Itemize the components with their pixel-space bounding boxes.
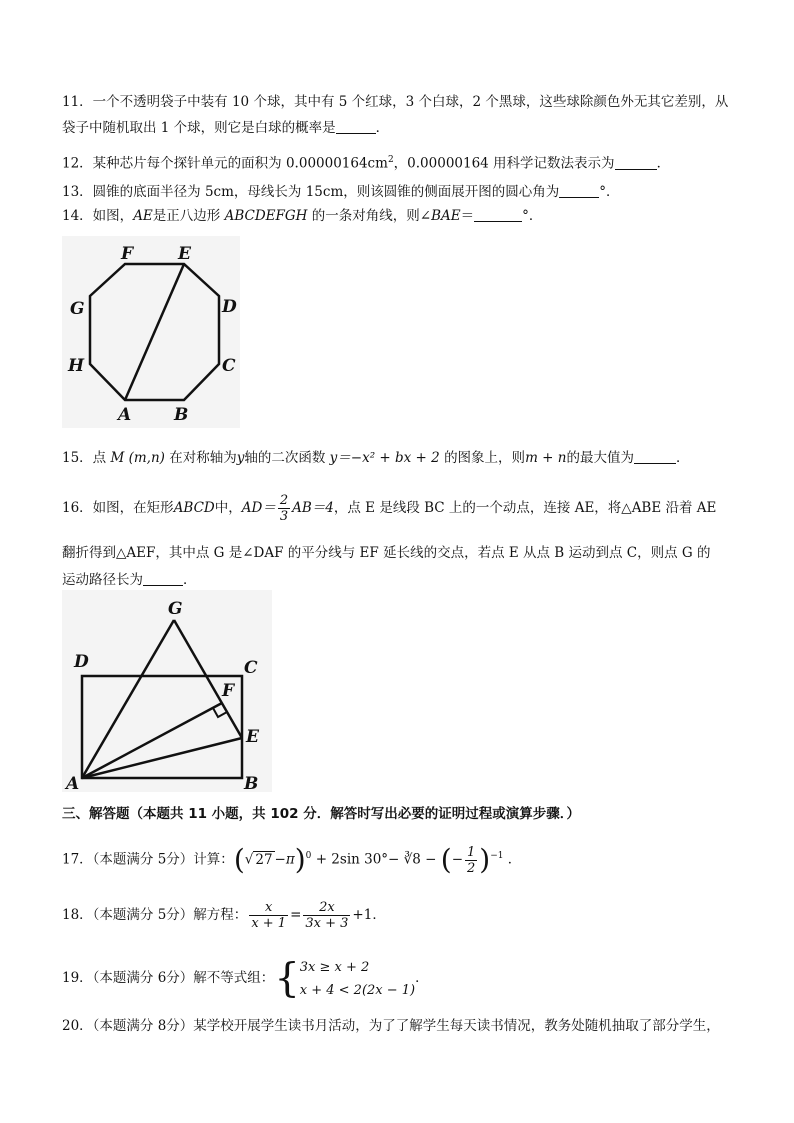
q12-line <box>62 150 670 174</box>
label-d: D <box>222 297 237 317</box>
q15-line <box>62 448 689 468</box>
label-c: C <box>222 356 236 376</box>
answer-blank <box>615 155 657 170</box>
label-d: D <box>74 652 89 672</box>
q18-prefix: 18．（本题满分 5分）解方程： <box>62 907 248 923</box>
rectangle-fold-figure <box>62 590 272 792</box>
q17-mid: + 2sin 30°− ∛8 − <box>315 851 437 868</box>
q15-expression: m + n <box>525 450 567 466</box>
paren-close-2: ) <box>479 843 491 876</box>
fraction-rhs <box>303 900 350 931</box>
q17-line: 17．（本题满分 5分）计算：(√ 27 −π)$^0$ + 2sin 30°− ∛8 − (− $\frac{1}{2}$ )$^{-1}$ ． <box>62 843 522 876</box>
answer-blank <box>634 449 676 464</box>
q14-polygon: ABCDEFGH <box>224 208 308 224</box>
q16-end: ． <box>183 572 197 588</box>
q15-mid: 在对称轴为 <box>169 450 237 466</box>
q16-rect: ABCD <box>173 500 215 516</box>
q16-line3 <box>62 570 197 590</box>
octagon-figure <box>62 236 240 428</box>
q19-line <box>62 955 429 1002</box>
q17-exp0: 0 <box>305 851 312 861</box>
diagonal-ae <box>125 264 184 400</box>
paren-close: ) <box>294 843 306 876</box>
q13-text: 13．圆锥的底面半径为 5cm，母线长为 15cm，则该圆锥的侧面展开图的圆心角为 <box>62 184 560 200</box>
q19-end: ． <box>415 970 429 986</box>
q17-prefix: 17．（本题满分 5分）计算： <box>62 851 234 868</box>
q18-plus: +1． <box>352 907 386 923</box>
q16-mid: 中， <box>214 500 242 516</box>
line-ge <box>174 620 242 738</box>
fraction-two-thirds <box>278 493 290 524</box>
q15-point: M (m,n) <box>110 450 165 466</box>
frac-den: x + 1 <box>251 916 287 931</box>
fraction-one-half <box>465 845 477 876</box>
frac-den: 3 <box>279 509 289 524</box>
line-ae <box>82 738 242 778</box>
q16-line1 <box>62 492 716 524</box>
label-c: C <box>244 658 258 678</box>
brace-icon: { <box>274 955 300 1002</box>
q16-line2: 翻折得到△AEF，其中点 G 是∠DAF 的平分线与 EF 延长线的交点，若点 E 从点 B 运动到点 C，则点 G 的 <box>62 545 711 561</box>
q14-mid: 是正八边形 <box>152 208 221 224</box>
q16-ab: AB＝4 <box>292 500 334 516</box>
rectangle-abcd <box>82 676 242 778</box>
paren-open-2: ( <box>440 843 452 876</box>
inequality-system <box>300 956 415 1002</box>
label-h: H <box>68 356 85 376</box>
q11-line2 <box>62 118 389 138</box>
frac-num: 1 <box>467 844 476 860</box>
q15-yaxis: y <box>236 450 245 466</box>
q16-prefix: 16．如图，在矩形 <box>62 500 174 516</box>
q11-end: ． <box>375 120 390 136</box>
q14-line <box>62 206 542 226</box>
q19-prefix: 19．（本题满分 6分）解不等式组： <box>62 970 275 986</box>
frac-num: 2x <box>303 900 350 916</box>
q15-mid3: 的图象上，则 <box>444 450 526 466</box>
paren-open: ( <box>233 843 245 876</box>
label-b: B <box>174 405 189 425</box>
q17-exp-neg1: −1 <box>490 851 504 861</box>
q12-exponent: 2 <box>387 155 394 165</box>
q16-rest1: ，点 E 是线段 BC 上的一个动点，连接 AE，将△ABE 沿着 AE <box>333 500 717 516</box>
fraction-lhs <box>249 900 288 931</box>
label-g: G <box>70 299 85 319</box>
q16-text3: 运动路径长为 <box>62 572 143 588</box>
q11-line1: 11．一个不透明袋子中装有 10 个球，其中有 5 个红球，3 个白球，2 个黑球，这些球除颜色外无其它差别，从 <box>62 94 729 110</box>
q17-sqrt-arg: 27 <box>255 851 273 868</box>
frac-num: x <box>249 900 288 916</box>
q14-end: °． <box>522 208 543 224</box>
q11-text: 袋子中随机取出 1 个球，则它是白球的概率是 <box>62 120 336 136</box>
q12-suffix: ，0.00000164 用科学记数法表示为 <box>393 155 615 172</box>
label-e: E <box>246 727 259 747</box>
label-a: A <box>66 774 80 792</box>
q18-eq: = <box>290 907 302 923</box>
q17-minus: − <box>451 851 463 868</box>
frac-num: 2 <box>279 493 289 508</box>
label-b: B <box>244 774 259 792</box>
q17-minus-pi: −π <box>274 851 295 868</box>
label-e: E <box>178 244 191 264</box>
q12-prefix: 12．某种芯片每个探针单元的面积为 0.00000164cm <box>62 155 388 172</box>
section-heading: 三、解答题（本题共 11 小题，共 102 分．解答时写出必要的证明过程或演算步骤．） <box>62 806 581 822</box>
q16-ad: AD＝ <box>241 500 276 516</box>
q14-bae: BAE <box>431 208 461 224</box>
q13-end: °． <box>599 184 620 200</box>
q14-ae: AE <box>133 208 153 224</box>
q12-end: ． <box>656 155 671 172</box>
q14-eq: ＝ <box>460 208 475 224</box>
q15-end: ． <box>675 450 690 466</box>
q17-end: ． <box>507 851 522 868</box>
q15-function: y＝−x² + bx + 2 <box>329 450 440 466</box>
q13-line <box>62 182 620 202</box>
q20-line: 20．（本题满分 8分）某学校开展学生读书月活动，为了了解学生每天读书情况，教务处随机抽取了部分学生， <box>62 1018 720 1034</box>
inequality-2: x + 4 < 2(2x − 1) <box>299 982 416 998</box>
answer-blank <box>559 183 599 198</box>
q14-prefix: 14．如图， <box>62 208 134 224</box>
q15-mid4: 的最大值为 <box>566 450 634 466</box>
q15-prefix: 15．点 <box>62 450 107 466</box>
frac-den: 2 <box>467 860 476 876</box>
q18-line <box>62 898 386 932</box>
inequality-1: 3x ≥ x + 2 <box>299 959 370 975</box>
q15-mid2: 轴的二次函数 <box>244 450 326 466</box>
frac-den: 3x + 3 <box>305 916 349 931</box>
q14-mid2: 的一条对角线，则∠ <box>311 208 432 224</box>
label-f: F <box>222 681 235 701</box>
label-g: G <box>168 599 183 619</box>
answer-blank <box>474 207 522 222</box>
answer-blank <box>336 119 376 134</box>
label-f: F <box>121 244 134 264</box>
answer-blank <box>143 571 183 586</box>
label-a: A <box>118 405 132 425</box>
